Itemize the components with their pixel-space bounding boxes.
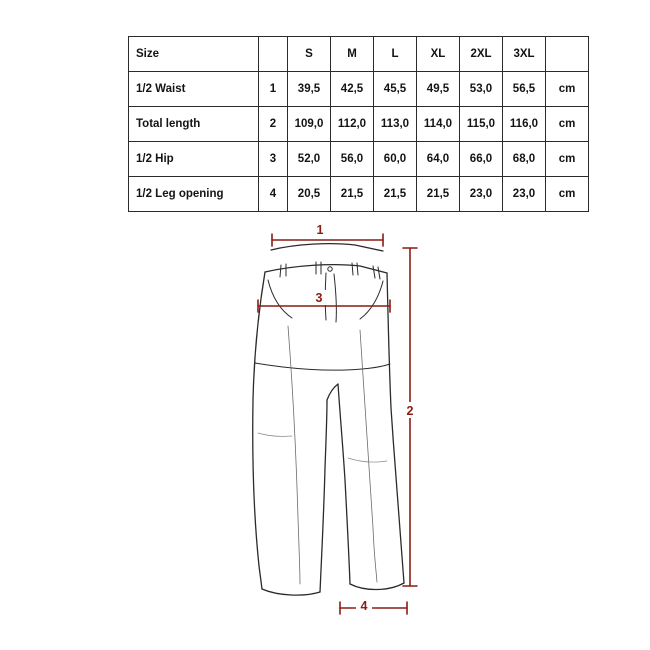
row-unit-total-length: cm (546, 107, 589, 142)
cell-total-length-3xl: 116,0 (503, 107, 546, 142)
table-header-size-xl: XL (417, 37, 460, 72)
cell-hip-l: 60,0 (374, 142, 417, 177)
cell-leg-opening-m: 21,5 (331, 177, 374, 212)
row-label-leg-opening: 1/2 Leg opening (129, 177, 259, 212)
cell-waist-xl: 49,5 (417, 72, 460, 107)
table-row (129, 177, 589, 212)
table-header-num (259, 37, 288, 72)
row-num-waist: 1 (259, 72, 288, 107)
row-label-total-length: Total length (129, 107, 259, 142)
row-unit-leg-opening: cm (546, 177, 589, 212)
cell-total-length-s: 109,0 (288, 107, 331, 142)
cell-leg-opening-2xl: 23,0 (460, 177, 503, 212)
cell-total-length-l: 113,0 (374, 107, 417, 142)
row-unit-waist: cm (546, 72, 589, 107)
row-num-hip: 3 (259, 142, 288, 177)
table-header-size-label: Size (129, 37, 259, 72)
row-num-leg-opening: 4 (259, 177, 288, 212)
table-header-row (129, 37, 589, 72)
cell-waist-3xl: 56,5 (503, 72, 546, 107)
table-header-size-l: L (374, 37, 417, 72)
table-row (129, 142, 589, 177)
cell-leg-opening-l: 21,5 (374, 177, 417, 212)
total-length-measure-label: 2 (406, 404, 414, 418)
cell-leg-opening-xl: 21,5 (417, 177, 460, 212)
table-header-size-m: M (331, 37, 374, 72)
cell-leg-opening-3xl: 23,0 (503, 177, 546, 212)
table-row (129, 72, 589, 107)
table-header-size-3xl: 3XL (503, 37, 546, 72)
row-num-total-length: 2 (259, 107, 288, 142)
cell-hip-2xl: 66,0 (460, 142, 503, 177)
size-chart-table-container (128, 36, 576, 212)
cell-waist-s: 39,5 (288, 72, 331, 107)
table-header-size-s: S (288, 37, 331, 72)
cell-waist-l: 45,5 (374, 72, 417, 107)
cell-total-length-m: 112,0 (331, 107, 374, 142)
cell-waist-2xl: 53,0 (460, 72, 503, 107)
size-chart-table (128, 36, 589, 212)
cell-waist-m: 42,5 (331, 72, 374, 107)
cell-hip-s: 52,0 (288, 142, 331, 177)
hip-measure-label: 3 (315, 291, 323, 305)
cell-total-length-xl: 114,0 (417, 107, 460, 142)
cell-leg-opening-s: 20,5 (288, 177, 331, 212)
row-unit-hip: cm (546, 142, 589, 177)
trousers-outline-icon (253, 244, 404, 596)
row-label-waist: 1/2 Waist (129, 72, 259, 107)
table-row (129, 107, 589, 142)
cell-hip-m: 56,0 (331, 142, 374, 177)
cell-hip-xl: 64,0 (417, 142, 460, 177)
cell-hip-3xl: 68,0 (503, 142, 546, 177)
cell-total-length-2xl: 115,0 (460, 107, 503, 142)
leg-opening-measure-label: 4 (360, 599, 368, 613)
trousers-diagram (0, 218, 650, 638)
row-label-hip: 1/2 Hip (129, 142, 259, 177)
waist-measure-label: 1 (316, 223, 324, 237)
table-header-unit (546, 37, 589, 72)
table-header-size-2xl: 2XL (460, 37, 503, 72)
